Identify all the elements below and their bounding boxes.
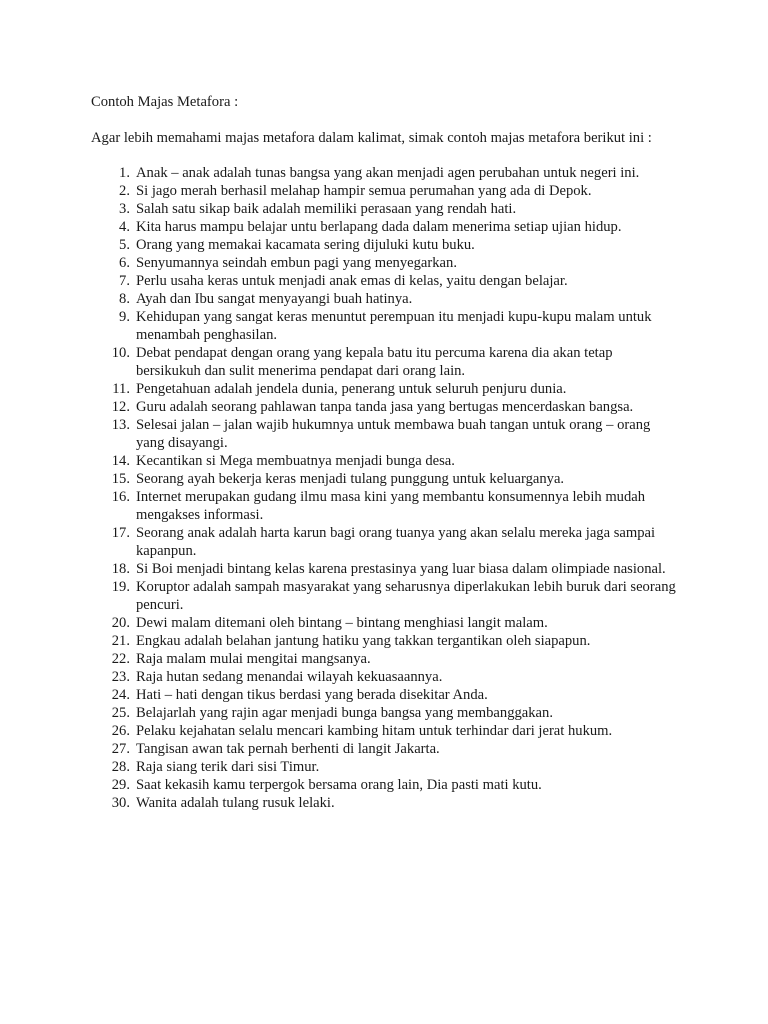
list-item-text: Perlu usaha keras untuk menjadi anak emas di kelas, yaitu dengan belajar. xyxy=(136,273,568,289)
list-item xyxy=(0,290,676,308)
intro-paragraph: Agar lebih memahami majas metafora dalam kalimat, simak contoh majas metafora berikut ini : xyxy=(91,130,652,146)
list-item-text: Saat kekasih kamu terpergok bersama orang lain, Dia pasti mati kutu. xyxy=(136,777,542,793)
list-item-text: Koruptor adalah sampah masyarakat yang seharusnya diperlakukan lebih buruk dari seorang pencuri. xyxy=(136,579,676,613)
list-item-number: 6. xyxy=(119,255,130,271)
list-item xyxy=(0,560,676,578)
list-item xyxy=(0,380,676,398)
list-item-text: Pengetahuan adalah jendela dunia, penerang untuk seluruh penjuru dunia. xyxy=(136,381,567,397)
list-item-number: 22. xyxy=(111,651,130,667)
list-item-number: 27. xyxy=(111,741,130,757)
list-item-text: Kecantikan si Mega membuatnya menjadi bunga desa. xyxy=(136,453,455,469)
list-item-number: 5. xyxy=(119,237,130,253)
list-item-number: 12. xyxy=(111,399,130,415)
list-item-number: 13. xyxy=(111,417,130,433)
list-item xyxy=(0,164,676,182)
list-item-text: Belajarlah yang rajin agar menjadi bunga bangsa yang membanggakan. xyxy=(136,705,553,721)
list-item xyxy=(0,632,676,650)
list-item xyxy=(0,272,676,290)
list-item-number: 1. xyxy=(119,165,130,181)
list-item-text: Raja hutan sedang menandai wilayah kekuasaannya. xyxy=(136,669,443,685)
list-item xyxy=(0,398,676,416)
list-item xyxy=(0,254,676,272)
list-item-text: Guru adalah seorang pahlawan tanpa tanda jasa yang bertugas mencerdaskan bangsa. xyxy=(136,399,634,415)
list-item-text: Pelaku kejahatan selalu mencari kambing hitam untuk terhindar dari jerat hukum. xyxy=(136,723,613,739)
list-item-number: 11. xyxy=(112,381,130,397)
list-item-number: 10. xyxy=(111,345,130,361)
examples-list xyxy=(0,164,768,812)
list-item xyxy=(0,452,676,470)
list-item xyxy=(0,794,676,812)
list-item xyxy=(0,758,676,776)
list-item xyxy=(0,416,676,452)
list-item-text: Raja siang terik dari sisi Timur. xyxy=(136,759,320,775)
list-item-number: 25. xyxy=(111,705,130,721)
list-item-text: Seorang anak adalah harta karun bagi orang tuanya yang akan selalu mereka jaga sampai kapanpun. xyxy=(136,525,656,559)
list-item-text: Senyumannya seindah embun pagi yang menyegarkan. xyxy=(136,255,457,271)
list-item-number: 7. xyxy=(119,273,130,289)
list-item-text: Internet merupakan gudang ilmu masa kini yang membantu konsumennya lebih mudah mengakses informasi. xyxy=(136,489,646,523)
list-item-text: Salah satu sikap baik adalah memiliki perasaan yang rendah hati. xyxy=(136,201,517,217)
list-item xyxy=(0,614,676,632)
list-item-text: Kehidupan yang sangat keras menuntut perempuan itu menjadi kupu-kupu malam untuk menambah penghasilan. xyxy=(136,309,652,343)
list-item-text: Tangisan awan tak pernah berhenti di langit Jakarta. xyxy=(136,741,440,757)
list-item-text: Anak – anak adalah tunas bangsa yang akan menjadi agen perubahan untuk negeri ini. xyxy=(136,165,640,181)
list-item xyxy=(0,488,676,524)
list-item-text: Si jago merah berhasil melahap hampir semua perumahan yang ada di Depok. xyxy=(136,183,592,199)
list-item-text: Si Boi menjadi bintang kelas karena prestasinya yang luar biasa dalam olimpiade nasional. xyxy=(136,561,666,577)
list-item-number: 9. xyxy=(119,309,130,325)
list-item-text: Raja malam mulai mengitai mangsanya. xyxy=(136,651,371,667)
list-item-number: 28. xyxy=(111,759,130,775)
list-item-number: 2. xyxy=(119,183,130,199)
list-item-number: 26. xyxy=(111,723,130,739)
list-item xyxy=(0,200,676,218)
list-item-text: Engkau adalah belahan jantung hatiku yang takkan tergantikan oleh siapapun. xyxy=(136,633,591,649)
list-item-number: 3. xyxy=(119,201,130,217)
list-item-number: 15. xyxy=(111,471,130,487)
list-item-number: 21. xyxy=(111,633,130,649)
list-item xyxy=(0,686,676,704)
list-item-text: Kita harus mampu belajar untu berlapang dada dalam menerima setiap ujian hidup. xyxy=(136,219,622,235)
list-item xyxy=(0,470,676,488)
list-item-text: Hati – hati dengan tikus berdasi yang berada disekitar Anda. xyxy=(136,687,488,703)
list-item-text: Debat pendapat dengan orang yang kepala batu itu percuma karena dia akan tetap bersikukuh dan sulit menerima pendapat dari orang lain. xyxy=(136,345,613,379)
list-item-text: Wanita adalah tulang rusuk lelaki. xyxy=(136,795,335,811)
list-item-text: Ayah dan Ibu sangat menyayangi buah hatinya. xyxy=(136,291,413,307)
list-item-number: 20. xyxy=(111,615,130,631)
list-item xyxy=(0,740,676,758)
list-item-number: 4. xyxy=(119,219,130,235)
list-item xyxy=(0,704,676,722)
list-item xyxy=(0,650,676,668)
list-item xyxy=(0,308,676,344)
list-item-text: Selesai jalan – jalan wajib hukumnya untuk membawa buah tangan untuk orang – orang yang disayangi. xyxy=(136,417,651,451)
list-item-number: 14. xyxy=(111,453,130,469)
list-item-text: Seorang ayah bekerja keras menjadi tulang punggung untuk keluarganya. xyxy=(136,471,565,487)
list-item xyxy=(0,344,676,380)
list-item-number: 23. xyxy=(111,669,130,685)
list-item-number: 16. xyxy=(111,489,130,505)
list-item xyxy=(0,722,676,740)
list-item xyxy=(0,182,676,200)
list-item-number: 18. xyxy=(111,561,130,577)
list-item-number: 29. xyxy=(111,777,130,793)
list-item-number: 24. xyxy=(111,687,130,703)
list-item-number: 8. xyxy=(119,291,130,307)
list-item xyxy=(0,236,676,254)
list-item xyxy=(0,776,676,794)
list-item xyxy=(0,668,676,686)
list-item-text: Dewi malam ditemani oleh bintang – bintang menghiasi langit malam. xyxy=(136,615,548,631)
list-item-number: 30. xyxy=(111,795,130,811)
list-item-number: 19. xyxy=(111,579,130,595)
list-item xyxy=(0,578,676,614)
list-item-text: Orang yang memakai kacamata sering dijuluki kutu buku. xyxy=(136,237,475,253)
list-item xyxy=(0,524,676,560)
list-item xyxy=(0,218,676,236)
document-heading: Contoh Majas Metafora : xyxy=(91,94,239,110)
list-item-number: 17. xyxy=(111,525,130,541)
